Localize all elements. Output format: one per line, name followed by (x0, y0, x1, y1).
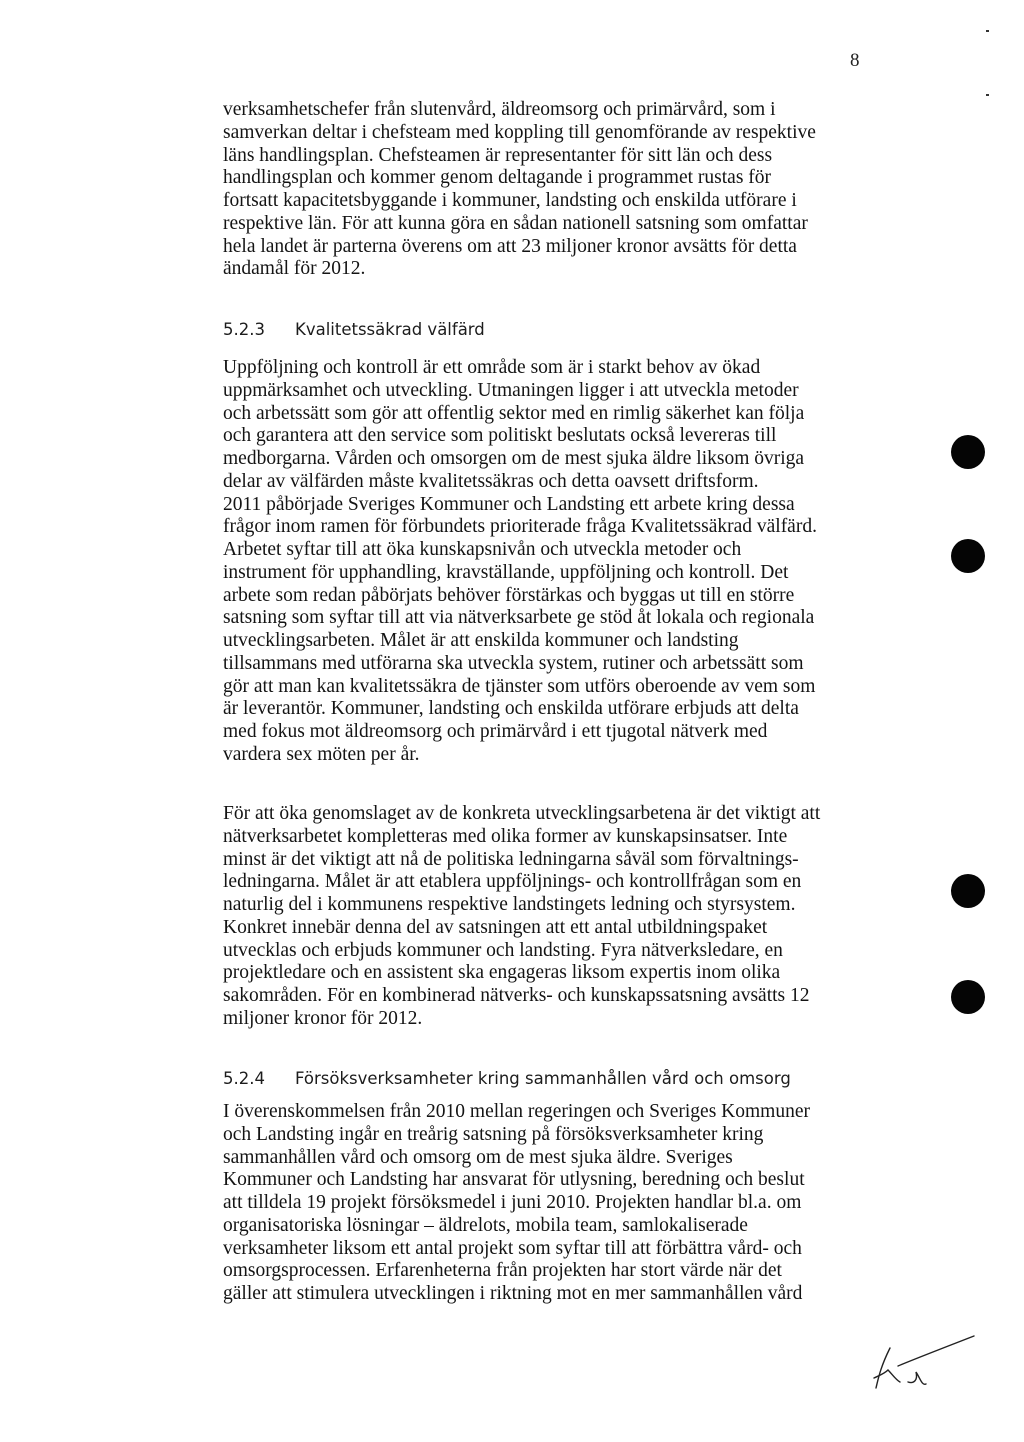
text-line: Uppföljning och kontroll är ett område som är i starkt behov av ökad (223, 357, 761, 378)
text-line: minst är det viktigt att nå de politiska ledningarna såväl som förvaltnings- (223, 848, 799, 870)
section-title: Försöksverksamheter kring sammanhållen vård och omsorg (295, 1069, 791, 1088)
text-line: utvecklingsarbeten. Målet är att enskilda kommuner och landsting (223, 630, 739, 651)
text-line: tillsammans med utförarna ska utveckla system, rutiner och arbetssätt som (223, 652, 804, 674)
text-line: verksamheter liksom ett antal projekt som syftar till att förbättra vård- och (223, 1237, 802, 1259)
text-line: Arbetet syftar till att öka kunskapsnivån och utveckla metoder och (223, 539, 742, 560)
text-line: medborgarna. Vården och omsorgen om de mest sjuka äldre liksom övriga (223, 448, 805, 469)
text-line: uppmärksamhet och utveckling. Utmaningen ligger i att utveckla metoder (223, 379, 799, 401)
text-line: och arbetssätt som gör att offentlig sektor med en rimlig säkerhet kan följa (223, 402, 805, 424)
text-line: frågor inom ramen för förbundets prioriterade fråga Kvalitetssäkrad välfärd. (223, 516, 817, 538)
text-line: För att öka genomslaget av de konkreta utvecklingsarbetena är det viktigt att (223, 803, 821, 824)
text-line: respektive län. För att kunna göra en sådan nationell satsning som omfattar (223, 212, 808, 234)
text-line: 2011 påbörjade Sveriges Kommuner och Landsting ett arbete kring dessa (223, 493, 795, 515)
text-line: projektledare och en assistent ska engageras liksom expertis inom olika (223, 962, 781, 984)
text-line: nätverksarbetet kompletteras med olika former av kunskapsinsatser. Inte (223, 825, 788, 847)
text-line: hela landet är parterna överens om att 23 miljoner kronor avsätts för detta (223, 235, 797, 257)
text-line: handlingsplan och kommer genom deltagande i programmet rustas för (223, 167, 772, 189)
section-heading-5-2-3 (223, 319, 485, 341)
handwritten-initials (868, 1330, 978, 1400)
page-number: 8 (850, 50, 860, 71)
section-title: Kvalitetssäkrad välfärd (295, 320, 485, 339)
paragraph-forsoksverksamheter (223, 1101, 873, 1306)
text-line: fortsatt kapacitetsbyggande i kommuner, landsting och enskilda utförare i (223, 190, 797, 211)
text-line: verksamhetschefer från slutenvård, äldreomsorg och primärvård, som i (223, 99, 776, 120)
text-line: med fokus mot äldreomsorg och primärvård i ett tjugotal nätverk med (223, 721, 768, 742)
text-line: är leverantör. Kommuner, landsting och enskilda utförare erbjuds att delta (223, 698, 799, 720)
text-line: Kommuner och Landsting har ansvarat för utlysning, beredning och beslut (223, 1169, 805, 1191)
text-line: att tilldela 19 projekt försöksmedel i juni 2010. Projekten handlar bl.a. om (223, 1192, 802, 1213)
text-line: Konkret innebär denna del av satsningen att ett antal utbildningspaket (223, 916, 768, 938)
punch-hole (951, 980, 985, 1014)
section-number: 5.2.4 (223, 1069, 265, 1088)
text-line: ledningarna. Målet är att etablera uppföljnings- och kontrollfrågan som en (223, 871, 802, 893)
text-line: ändamål för 2012. (223, 258, 366, 280)
text-line: delar av välfärden måste kvalitetssäkras och detta oavsett driftsform. (223, 470, 759, 492)
text-line: och Landsting ingår en treårig satsning på försöksverksamheter kring (223, 1123, 764, 1145)
text-line: gäller att stimulera utvecklingen i riktning mot en mer sammanhållen vård (223, 1283, 803, 1304)
text-line: miljoner kronor för 2012. (223, 1007, 423, 1029)
text-line: arbete som redan påbörjats behöver förstärkas och byggas ut till en större (223, 584, 795, 606)
text-line: och garantera att den service som politiskt beslutats också levereras till (223, 425, 777, 447)
paragraph-kunskapsinsatser (223, 803, 873, 1031)
text-line: I överenskommelsen från 2010 mellan regeringen och Sveriges Kommuner (223, 1101, 810, 1122)
text-line: omsorgsprocessen. Erfarenheterna från projekten har stort värde när det (223, 1260, 782, 1282)
text-line: instrument för upphandling, kravställande, uppföljning och kontroll. Det (223, 561, 789, 583)
text-line: samverkan deltar i chefsteam med koppling till genomförande av respektive (223, 121, 816, 143)
section-heading-5-2-4 (223, 1068, 791, 1090)
text-line: utvecklas och erbjuds kommuner och landsting. Fyra nätverksledare, en (223, 939, 783, 961)
text-line: vardera sex möten per år. (223, 743, 420, 765)
punch-hole (951, 539, 985, 573)
text-line: organisatoriska lösningar – äldrelots, mobila team, samlokaliserade (223, 1214, 748, 1236)
paragraph-kvalitetssakrad (223, 357, 873, 767)
text-line: satsning som syftar till att via nätverksarbete ge stöd åt lokala och regionala (223, 607, 815, 629)
punch-hole (951, 435, 985, 469)
scan-speck (986, 30, 989, 32)
text-line: sakområden. För en kombinerad nätverks- och kunskapssatsning avsätts 12 (223, 985, 810, 1006)
text-line: naturlig del i kommunens respektive landstingets ledning och styrsystem. (223, 894, 796, 915)
paragraph-chefsteam (223, 99, 873, 281)
scan-speck (986, 94, 989, 96)
punch-hole (951, 874, 985, 908)
text-line: sammanhållen vård och omsorg om de mest sjuka äldre. Sveriges (223, 1146, 733, 1168)
text-line: läns handlingsplan. Chefsteamen är representanter för sitt län och dess (223, 144, 773, 166)
section-number: 5.2.3 (223, 320, 265, 339)
text-line: gör att man kan kvalitetssäkra de tjänster som utförs oberoende av vem som (223, 675, 816, 697)
